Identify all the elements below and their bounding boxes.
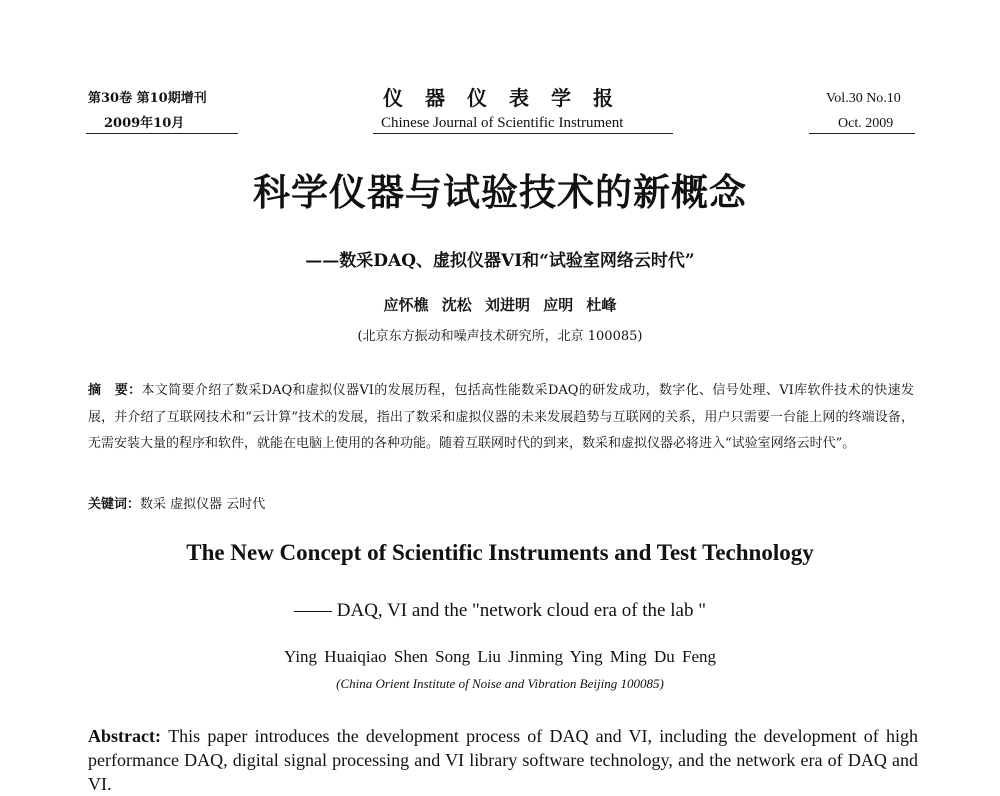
- keywords-cn-label: 关键词：: [88, 497, 141, 512]
- affiliation-en: (China Orient Institute of Noise and Vibration Beijing 100085): [336, 676, 664, 691]
- abstract-en-text: This paper introduces the development process of DAQ and VI, including the development of high performance DAQ, digital signal processing and VI library software technology, and the network era of DAQ and VI.: [88, 726, 918, 794]
- abstract-cn: [88, 378, 914, 458]
- paper-subtitle-en: —— DAQ, VI and the "network cloud era of the lab ": [294, 600, 706, 621]
- issue-date-cn: 2009年10月: [104, 116, 185, 131]
- abstract-en-label: Abstract:: [88, 726, 161, 746]
- header-rule-left: [86, 133, 238, 134]
- paper-title-en: The New Concept of Scientific Instruments and Test Technology: [186, 540, 814, 565]
- paper-subtitle-cn: ——数采DAQ、虚拟仪器VI和“试验室网络云时代”: [305, 251, 695, 271]
- header-rule-right: [809, 133, 915, 134]
- volume-issue-en: Vol.30 No.10: [826, 91, 901, 106]
- journal-name-en: Chinese Journal of Scientific Instrument: [381, 115, 624, 131]
- journal-name-cn: 仪器仪表学报: [383, 86, 635, 110]
- keywords-cn: [88, 493, 265, 512]
- paper-title-cn: 科学仪器与试验技术的新概念: [253, 171, 747, 214]
- authors-cn: 应怀樵 沈松 刘进明 应明 杜峰: [383, 296, 617, 314]
- volume-issue-cn: 第30卷 第10期增刊: [88, 91, 207, 106]
- abstract-en: [88, 724, 918, 796]
- affiliation-cn: (北京东方振动和噪声技术研究所，北京 100085): [357, 329, 643, 344]
- issue-date-en: Oct. 2009: [838, 116, 894, 131]
- authors-en: Ying Huaiqiao Shen Song Liu Jinming Ying Ming Du Feng: [283, 647, 717, 666]
- abstract-cn-text: 本文简要介绍了数采DAQ和虚拟仪器VI的发展历程，包括高性能数采DAQ的研发成功，数字化、信号处理、VI库软件技术的快速发展，并介绍了互联网技术和“云计算”技术的发展，指出了数采和虚拟仪器的未来发展趋势与互联网的关系，用户只需要一台能上网的终端设备，无需安装大量的程序和软件，就能在电脑上使用的各种功能。随着互联网时代的到来，数采和虚拟仪器必将进入“试验室网络云时代”。: [88, 383, 914, 451]
- abstract-cn-label: 摘 要：: [88, 383, 142, 398]
- keywords-cn-text: 数采 虚拟仪器 云时代: [140, 497, 266, 512]
- header-rule-center: [373, 133, 673, 134]
